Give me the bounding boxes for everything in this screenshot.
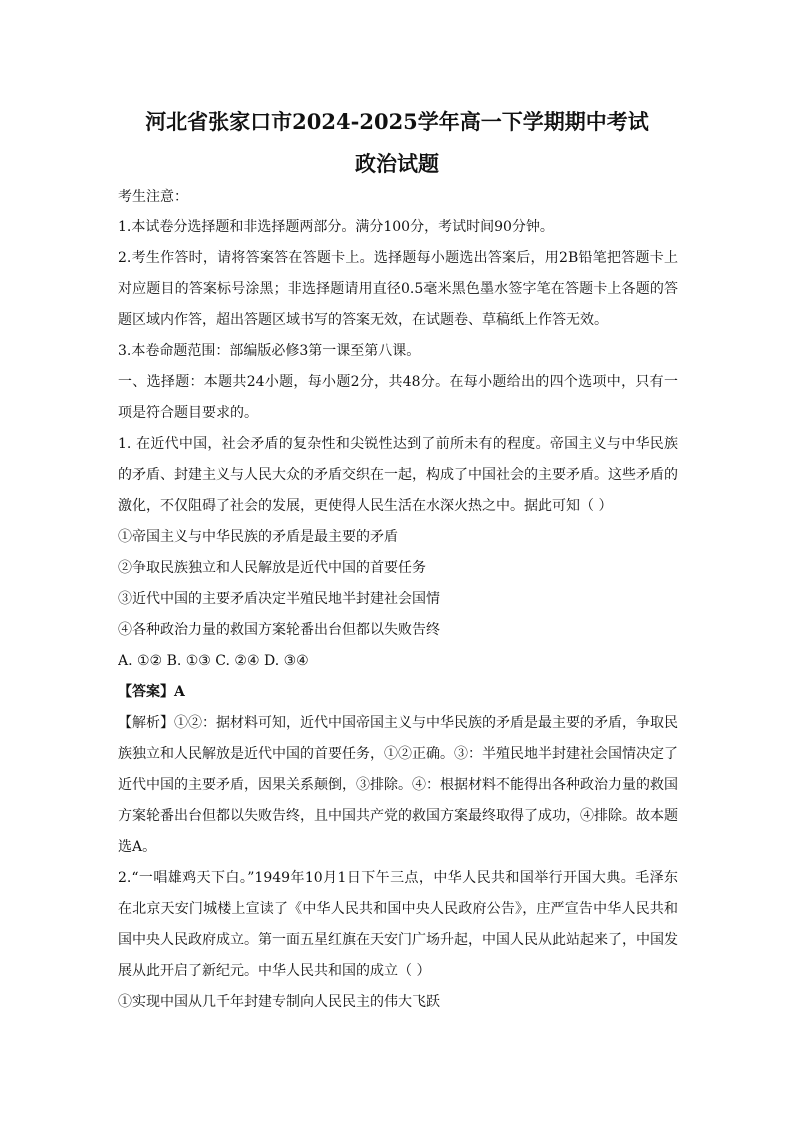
question-1-line-1: 1. 在近代中国，社会矛盾的复杂性和尖锐性达到了前所未有的程度。帝国主义与中华民族 (118, 436, 678, 452)
notice-item-2-line-3: 题区域内作答，超出答题区域书写的答案无效，在试题卷、草稿纸上作答无效。 (118, 312, 608, 328)
question-1-option-1: ①帝国主义与中华民族的矛盾是最主要的矛盾 (118, 529, 398, 545)
notice-item-2-line-1: 2.考生作答时，请将答案答在答题卡上。选择题每小题选出答案后，用2B铅笔把答题卡上 (118, 250, 678, 266)
question-2-option-1: ①实现中国从几千年封建专制向人民民主的伟大飞跃 (118, 994, 440, 1010)
exam-subtitle: 政治试题 (355, 151, 439, 176)
question-1-line-3: 激化，不仅阻碍了社会的发展，更使得人民生活在水深火热之中。据此可知（ ） (118, 498, 613, 514)
question-1-analysis-line-3: 近代中国的主要矛盾，因果关系颠倒，③排除。④：根据材料不能得出各种政治力量的救国 (118, 777, 678, 793)
notice-item-3: 3.本卷命题范围：部编版必修3第一课至第八课。 (118, 343, 421, 359)
question-1-option-3: ③近代中国的主要矛盾决定半殖民地半封建社会国情 (118, 591, 440, 607)
question-2-line-3: 国中央人民政府成立。第一面五星红旗在天安门广场升起，中国人民从此站起来了，中国发 (118, 932, 678, 948)
question-1-option-4: ④各种政治力量的救国方案轮番出台但都以失败告终 (118, 622, 440, 638)
question-2-line-4: 展从此开启了新纪元。中华人民共和国的成立（ ） (118, 963, 431, 979)
question-1-analysis-line-1: 【解析】①②：据材料可知，近代中国帝国主义与中华民族的矛盾是最主要的矛盾，争取民 (118, 715, 678, 731)
question-2-line-2: 在北京天安门城楼上宣读了《中华人民共和国中央人民政府公告》，庄严宣告中华人民共和 (118, 901, 678, 917)
question-2-line-1: 2.“一唱雄鸡天下白。”1949年10月1日下午三点，中华人民共和国举行开国大典。毛泽东 (118, 870, 678, 886)
question-1-analysis-line-2: 族独立和人民解放是近代中国的首要任务，①②正确。③：半殖民地半封建社会国情决定了 (118, 746, 678, 762)
notice-item-1: 1.本试卷分选择题和非选择题两部分。满分100分，考试时间90分钟。 (118, 219, 554, 235)
section-heading-line-2: 项是符合题目要求的。 (118, 405, 258, 421)
notice-item-2-line-2: 对应题目的答案标号涂黑；非选择题请用直径0.5毫米黑色墨水签字笔在答题卡上各题的答 (118, 281, 678, 297)
question-1-option-2: ②争取民族独立和人民解放是近代中国的首要任务 (118, 560, 426, 576)
notice-heading: 考生注意： (118, 189, 188, 205)
section-heading-line-1: 一、选择题：本题共24小题，每小题2分，共48分。在每小题给出的四个选项中，只有一 (118, 374, 678, 390)
question-1-answer: 【答案】A (118, 684, 185, 700)
exam-title: 河北省张家口市2024-2025学年高一下学期期中考试 (145, 109, 649, 134)
question-1-line-2: 的矛盾、封建主义与人民大众的矛盾交织在一起，构成了中国社会的主要矛盾。这些矛盾的 (118, 467, 678, 483)
question-1-choices: A. ①② B. ①③ C. ②④ D. ③④ (118, 653, 309, 669)
question-1-analysis-line-5: 选A。 (118, 839, 157, 855)
question-1-analysis-line-4: 方案轮番出台但都以失败告终，且中国共产党的救国方案最终取得了成功，④排除。故本题 (118, 808, 678, 824)
